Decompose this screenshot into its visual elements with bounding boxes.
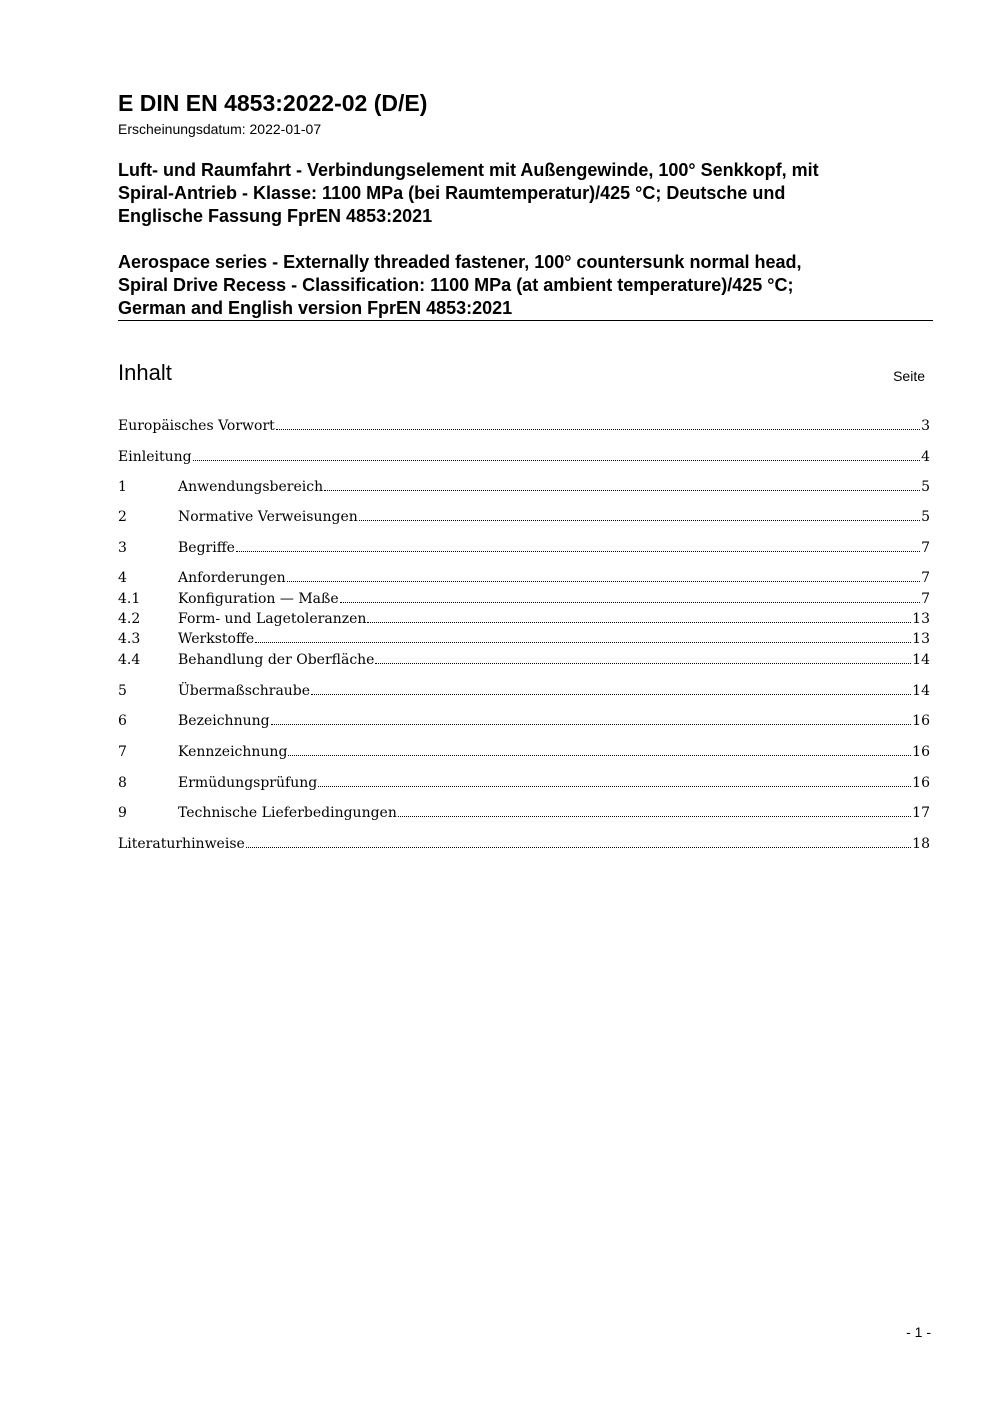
toc-leader-dots [255, 642, 911, 643]
toc-entry-label: Übermaßschraube [178, 683, 311, 699]
toc-entry-label: Literaturhinweise [118, 836, 245, 852]
title-german-line: Luft- und Raumfahrt - Verbindungselement mit Außengewinde, 100° Senkkopf, mit [118, 160, 819, 180]
title-german [118, 159, 918, 228]
toc-entry-page: 16 [912, 744, 930, 760]
toc-entry-label: Form- und Lagetoleranzen [178, 611, 367, 627]
toc-entry-page: 18 [912, 836, 930, 852]
toc-entry[interactable] [118, 567, 930, 587]
toc-entry-number: 6 [118, 713, 127, 729]
toc-entry-label: Europäisches Vorwort [118, 418, 275, 434]
toc-leader-dots [359, 520, 920, 521]
toc-entry[interactable] [118, 588, 930, 608]
toc-entry-number: 8 [118, 775, 127, 791]
toc-entry[interactable] [118, 537, 930, 557]
toc-leader-dots [246, 847, 911, 848]
toc-leader-dots [324, 490, 920, 491]
title-english-line: Aerospace series - Externally threaded fastener, 100° countersunk normal head, [118, 252, 802, 272]
toc-entry-number: 4.3 [118, 631, 141, 647]
toc-leader-dots [398, 816, 911, 817]
title-english-line: Spiral Drive Recess - Classification: 1100 MPa (at ambient temperature)/425 °C; [118, 275, 794, 295]
toc-entry-number: 2 [118, 509, 127, 525]
title-german-line: Spiral-Antrieb - Klasse: 1100 MPa (bei Raumtemperatur)/425 °C; Deutsche und [118, 183, 786, 203]
toc-entry-label: Bezeichnung [178, 713, 270, 729]
toc-entry[interactable] [118, 506, 930, 526]
title-english-line: German and English version FprEN 4853:2021 [118, 298, 513, 318]
toc-entry-page: 7 [921, 591, 930, 607]
toc-entry-label: Einleitung [118, 449, 192, 465]
toc-entry[interactable] [118, 446, 930, 466]
toc-entry-page: 14 [912, 683, 930, 699]
toc-entry[interactable] [118, 680, 930, 700]
toc-entry-page: 16 [912, 775, 930, 791]
toc-entry-number: 4.1 [118, 591, 141, 607]
toc-entry-page: 4 [921, 449, 930, 465]
toc-entry-page: 7 [921, 540, 930, 556]
toc-leader-dots [375, 663, 911, 664]
toc-entry-label: Werkstoffe [178, 631, 255, 647]
toc-entry-number: 5 [118, 683, 127, 699]
toc-entry-label: Anwendungsbereich [178, 479, 324, 495]
toc-leader-dots [288, 755, 911, 756]
toc-entry-number: 1 [118, 479, 127, 495]
title-german-line: Englische Fassung FprEN 4853:2021 [118, 206, 433, 226]
toc-entry[interactable] [118, 608, 930, 628]
toc-leader-dots [318, 786, 911, 787]
toc-entry-label: Behandlung der Oberfläche [178, 652, 375, 668]
toc-entry-page: 13 [912, 611, 930, 627]
toc-leader-dots [311, 694, 911, 695]
toc-entry-label: Kennzeichnung [178, 744, 288, 760]
toc-entry-number: 4.4 [118, 652, 141, 668]
toc-entry-number: 4.2 [118, 611, 141, 627]
title-english [118, 251, 918, 320]
toc-entry-label: Technische Lieferbedingungen [178, 805, 397, 821]
title-divider [118, 320, 933, 321]
toc-entry-page: 5 [921, 479, 930, 495]
toc-page-column-label: Seite [893, 368, 925, 384]
toc-entry[interactable] [118, 649, 930, 669]
toc-entry-number: 3 [118, 540, 127, 556]
toc-leader-dots [193, 460, 921, 461]
page-number: - 1 - [906, 1324, 931, 1340]
toc-entry[interactable] [118, 476, 930, 496]
toc-leader-dots [367, 622, 911, 623]
toc-heading: Inhalt [118, 360, 172, 385]
toc-entry-number: 4 [118, 570, 127, 586]
toc-entry-label: Ermüdungsprüfung [178, 775, 318, 791]
toc-entry[interactable] [118, 628, 930, 648]
toc-entry-label: Anforderungen [178, 570, 286, 586]
document-id: E DIN EN 4853:2022-02 (D/E) [118, 90, 428, 116]
toc-entry-number: 7 [118, 744, 127, 760]
toc-entry-page: 14 [912, 652, 930, 668]
toc-entry-label: Normative Verweisungen [178, 509, 358, 525]
toc-entry-label: Konfiguration — Maße [178, 591, 339, 607]
publication-date: Erscheinungsdatum: 2022-01-07 [118, 121, 322, 137]
toc-entry-page: 13 [912, 631, 930, 647]
toc-entry[interactable] [118, 802, 930, 822]
toc-entry-page: 3 [921, 418, 930, 434]
toc-entry[interactable] [118, 710, 930, 730]
toc-leader-dots [287, 581, 920, 582]
toc-entry[interactable] [118, 772, 930, 792]
toc-leader-dots [236, 551, 920, 552]
toc-entry-page: 7 [921, 570, 930, 586]
toc-entry-page: 16 [912, 713, 930, 729]
toc-leader-dots [276, 429, 920, 430]
toc-leader-dots [340, 602, 920, 603]
toc-entry-page: 17 [912, 805, 930, 821]
toc-entry-number: 9 [118, 805, 127, 821]
toc-entry[interactable] [118, 741, 930, 761]
toc-entry[interactable] [118, 833, 930, 853]
toc-entry-page: 5 [921, 509, 930, 525]
toc-entry-label: Begriffe [178, 540, 235, 556]
toc-leader-dots [271, 724, 912, 725]
toc-entry[interactable] [118, 415, 930, 435]
